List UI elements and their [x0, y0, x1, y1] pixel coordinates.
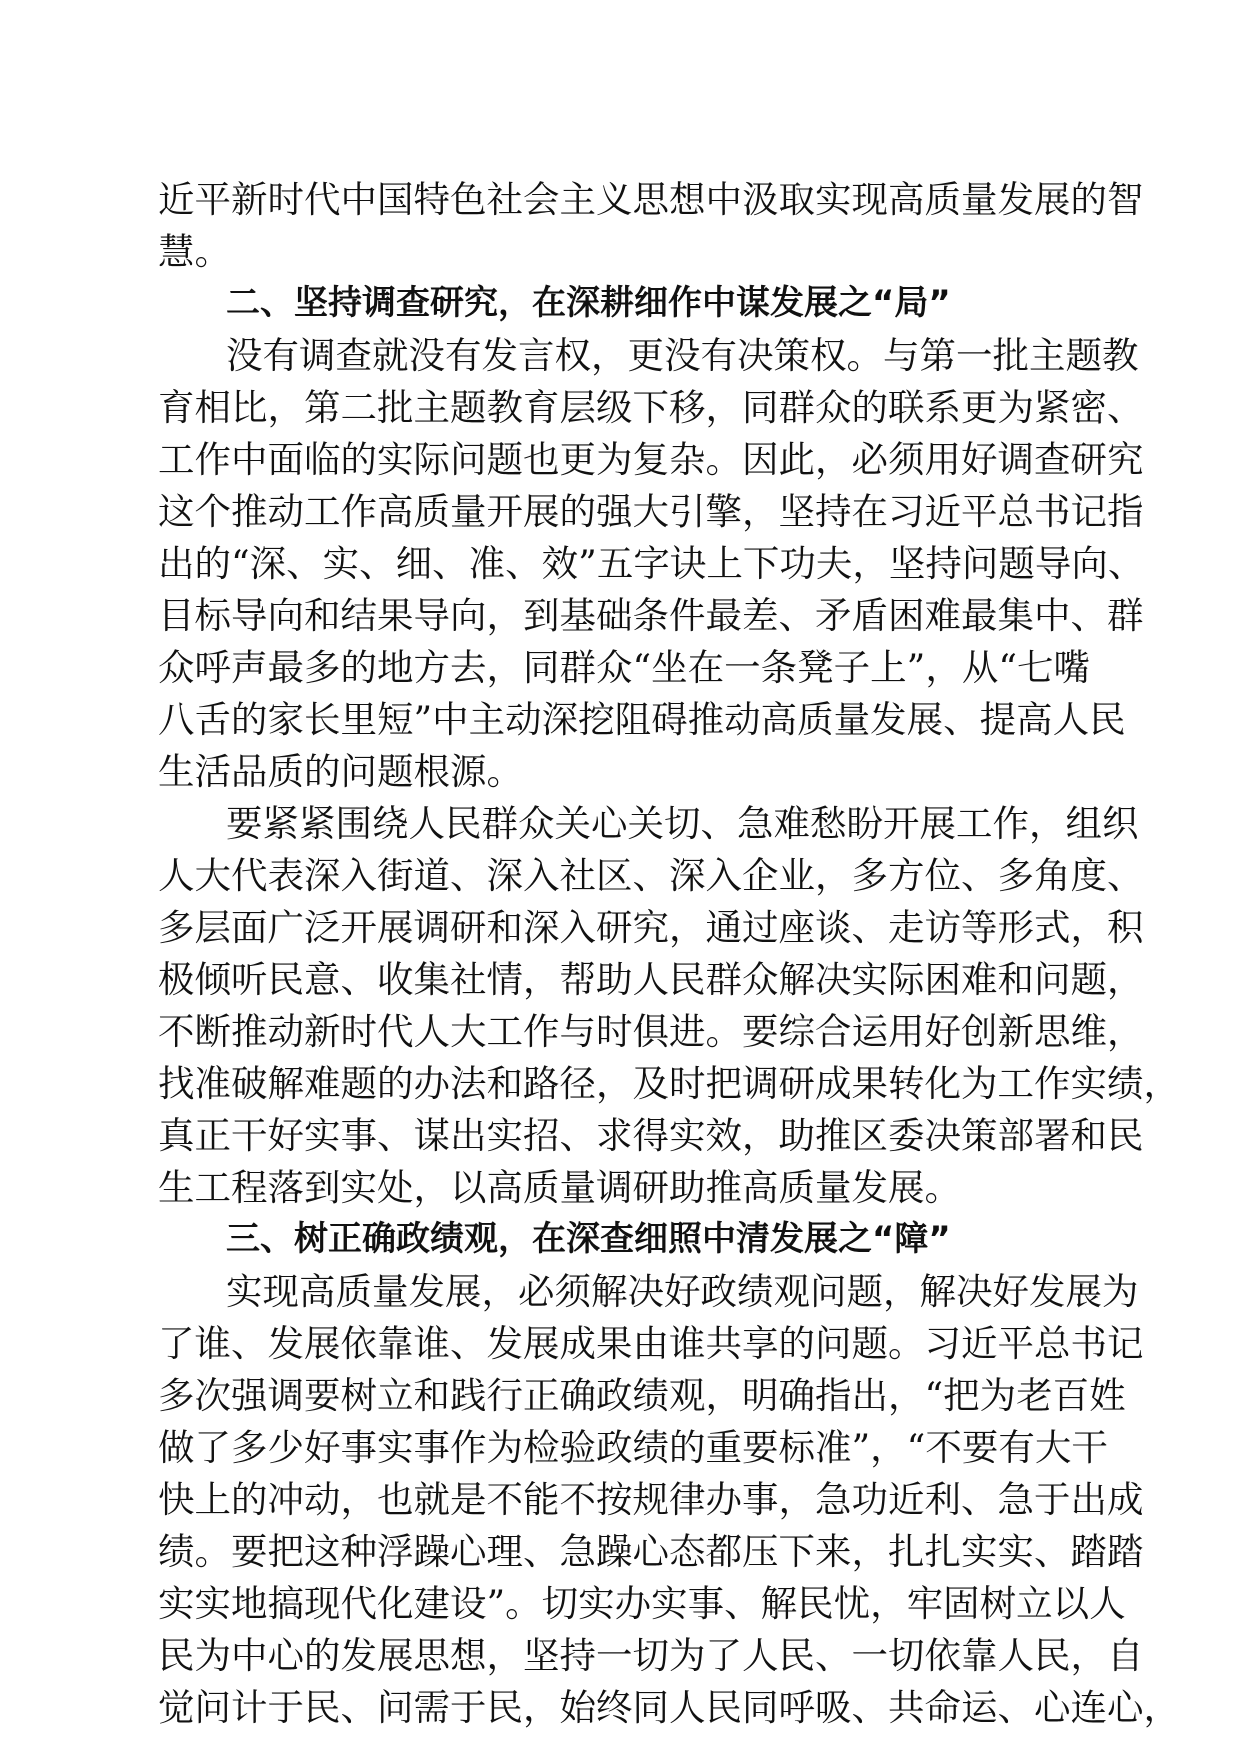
text-line: 生工程落到实处，以高质量调研助推高质量发展。 [158, 1166, 961, 1209]
text-line: 工作中面临的实际问题也更为复杂。因此，必须用好调查研究 [158, 438, 1144, 481]
text-line: 这个推动工作高质量开展的强大引擎，坚持在习近平总书记指 [158, 490, 1144, 533]
text-line: 没有调查就没有发言权，更没有决策权。与第一批主题教 [226, 334, 1139, 377]
text-line: 慧。 [158, 230, 231, 273]
text-line: 实实地搞现代化建设”。切实办实事、解民忧，牢固树立以人 [158, 1582, 1126, 1625]
text-line: 觉问计于民、问需于民，始终同人民同呼吸、共命运、心连心， [158, 1686, 1180, 1729]
text-line: 找准破解难题的办法和路径，及时把调研成果转化为工作实绩， [158, 1062, 1180, 1105]
text-line: 做了多少好事实事作为检验政绩的重要标准”，“不要有大干 [158, 1426, 1108, 1469]
text-line: 绩。要把这种浮躁心理、急躁心态都压下来，扎扎实实、踏踏 [158, 1530, 1144, 1573]
text-line: 近平新时代中国特色社会主义思想中汲取实现高质量发展的智 [158, 178, 1144, 221]
text-line: 八舌的家长里短”中主动深挖阻碍推动高质量发展、提高人民 [158, 698, 1126, 741]
text-line: 目标导向和结果导向，到基础条件最差、矛盾困难最集中、群 [158, 594, 1144, 637]
section-heading-2: 二、坚持调查研究，在深耕细作中谋发展之“局” [226, 283, 951, 323]
text-line: 真正干好实事、谋出实招、求得实效，助推区委决策部署和民 [158, 1114, 1144, 1157]
text-line: 不断推动新时代人大工作与时俱进。要综合运用好创新思维， [158, 1010, 1144, 1053]
section-heading-3: 三、树正确政绩观，在深查细照中清发展之“障” [226, 1219, 951, 1259]
text-line: 人大代表深入街道、深入社区、深入企业，多方位、多角度、 [158, 854, 1144, 897]
text-line: 实现高质量发展，必须解决好政绩观问题，解决好发展为 [226, 1270, 1139, 1313]
text-line: 多层面广泛开展调研和深入研究，通过座谈、走访等形式，积 [158, 906, 1144, 949]
text-line: 育相比，第二批主题教育层级下移，同群众的联系更为紧密、 [158, 386, 1144, 429]
text-line: 民为中心的发展思想，坚持一切为了人民、一切依靠人民，自 [158, 1634, 1144, 1677]
text-line: 要紧紧围绕人民群众关心关切、急难愁盼开展工作，组织 [226, 802, 1139, 845]
text-line: 极倾听民意、收集社情，帮助人民群众解决实际困难和问题， [158, 958, 1144, 1001]
text-line: 众呼声最多的地方去，同群众“坐在一条凳子上”，从“七嘴 [158, 646, 1090, 689]
text-line: 快上的冲动，也就是不能不按规律办事，急功近利、急于出成 [158, 1478, 1144, 1521]
text-line: 出的“深、实、细、准、效”五字诀上下功夫，坚持问题导向、 [158, 542, 1145, 585]
text-line: 生活品质的问题根源。 [158, 750, 523, 793]
text-line: 了谁、发展依靠谁、发展成果由谁共享的问题。习近平总书记 [158, 1322, 1144, 1365]
text-line: 多次强调要树立和践行正确政绩观，明确指出，“把为老百姓 [158, 1374, 1126, 1417]
